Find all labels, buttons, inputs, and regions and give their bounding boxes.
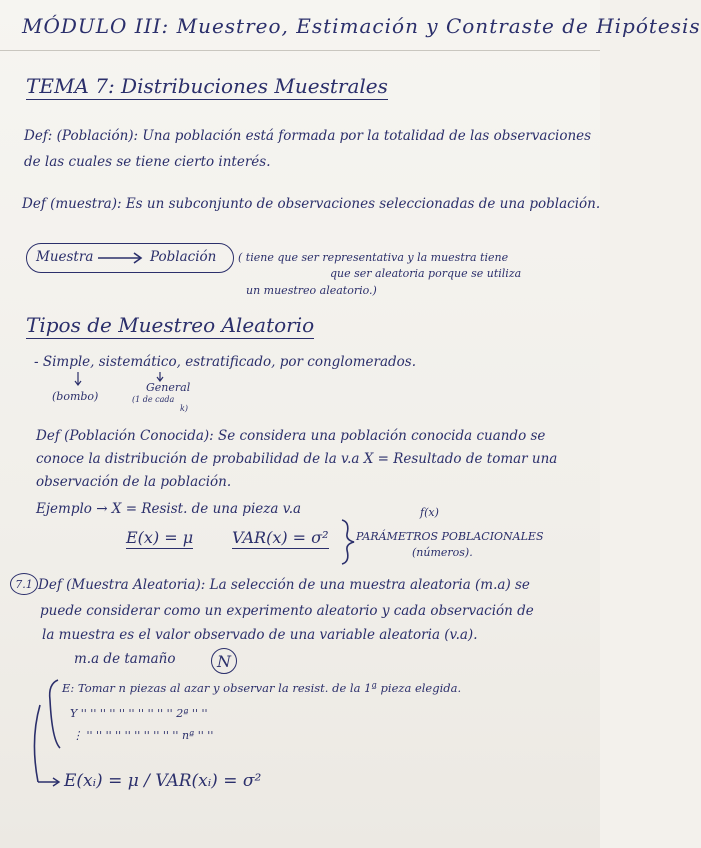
- diagram-note-1: ( tiene que ser representativa y la muestra tiene: [238, 251, 509, 264]
- module-header: MÓDULO III: Muestreo, Estimación y Contraste de Hipótesis: [22, 14, 701, 38]
- ejemplo-line: Ejemplo → X = Resist. de una pieza v.a: [36, 501, 302, 517]
- numeros-label: (números).: [412, 546, 473, 559]
- tipos-list: - Simple, sistemático, estratificado, por conglomerados.: [34, 354, 417, 370]
- def-ma-line2: puede considerar como un experimento aleatorio y cada observación de: [40, 603, 534, 619]
- n-badge: N: [211, 648, 237, 674]
- poblacion-label: Población: [150, 249, 217, 265]
- muestra-label: Muestra: [36, 249, 94, 265]
- ejemplo-var: VAR(x) = σ²: [232, 528, 329, 547]
- ejemplo-fx: f(x): [420, 506, 439, 519]
- diagram-note-2: que ser aleatoria porque se utiliza: [330, 267, 522, 280]
- diagram-note-3: un muestreo aleatorio.): [246, 284, 377, 297]
- def-pob-conocida-line1: Def (Población Conocida): Se considera una población conocida cuando se: [36, 428, 546, 444]
- ma-e-line: E: Tomar n piezas al azar y observar la resist. de la 1ª pieza elegida.: [62, 681, 462, 695]
- param-label: PARÁMETROS POBLACIONALES: [356, 530, 544, 543]
- def-poblacion-line2: de las cuales se tiene cierto interés.: [24, 154, 271, 170]
- tipos-title: Tipos de Muestreo Aleatorio: [26, 313, 315, 337]
- def-ma-line3: la muestra es el valor observado de una variable aleatoria (v.a).: [42, 627, 478, 643]
- def-muestra-line1: Def (muestra): Es un subconjunto de observaciones seleccionadas de una población.: [22, 196, 601, 212]
- ma-result: E(xᵢ) = μ / VAR(xᵢ) = σ²: [64, 771, 262, 791]
- tema-title: TEMA 7: Distribuciones Muestrales: [26, 74, 388, 98]
- ejemplo-ex: E(x) = μ: [126, 528, 194, 547]
- def-pob-conocida-line2: conoce la distribución de probabilidad de la v.a X = Resultado de tomar una: [36, 451, 558, 467]
- bombo-note: (bombo): [52, 390, 99, 403]
- general-subnote-1: (1 de cada: [132, 395, 175, 404]
- ma-row-dots: ⋮ '' '' '' '' '' '' '' '' '' '' nª '' '': [72, 729, 214, 742]
- def-pob-conocida-line3: observación de la población.: [36, 474, 232, 490]
- def-ma-line1: Def (Muestra Aleatoria): La selección de una muestra aleatoria (m.a) se: [38, 577, 530, 593]
- ma-row-y: Y '' '' '' '' '' '' '' '' '' '' 2ª '' '': [70, 707, 208, 720]
- def-number-badge: 7.1: [10, 573, 38, 595]
- general-note: General: [146, 381, 191, 394]
- general-subnote-2: k): [180, 404, 188, 413]
- def-poblacion-line1: Def: (Población): Una población está formada por la totalidad de las observaciones: [24, 128, 592, 144]
- ma-label: m.a de tamaño: [74, 651, 176, 667]
